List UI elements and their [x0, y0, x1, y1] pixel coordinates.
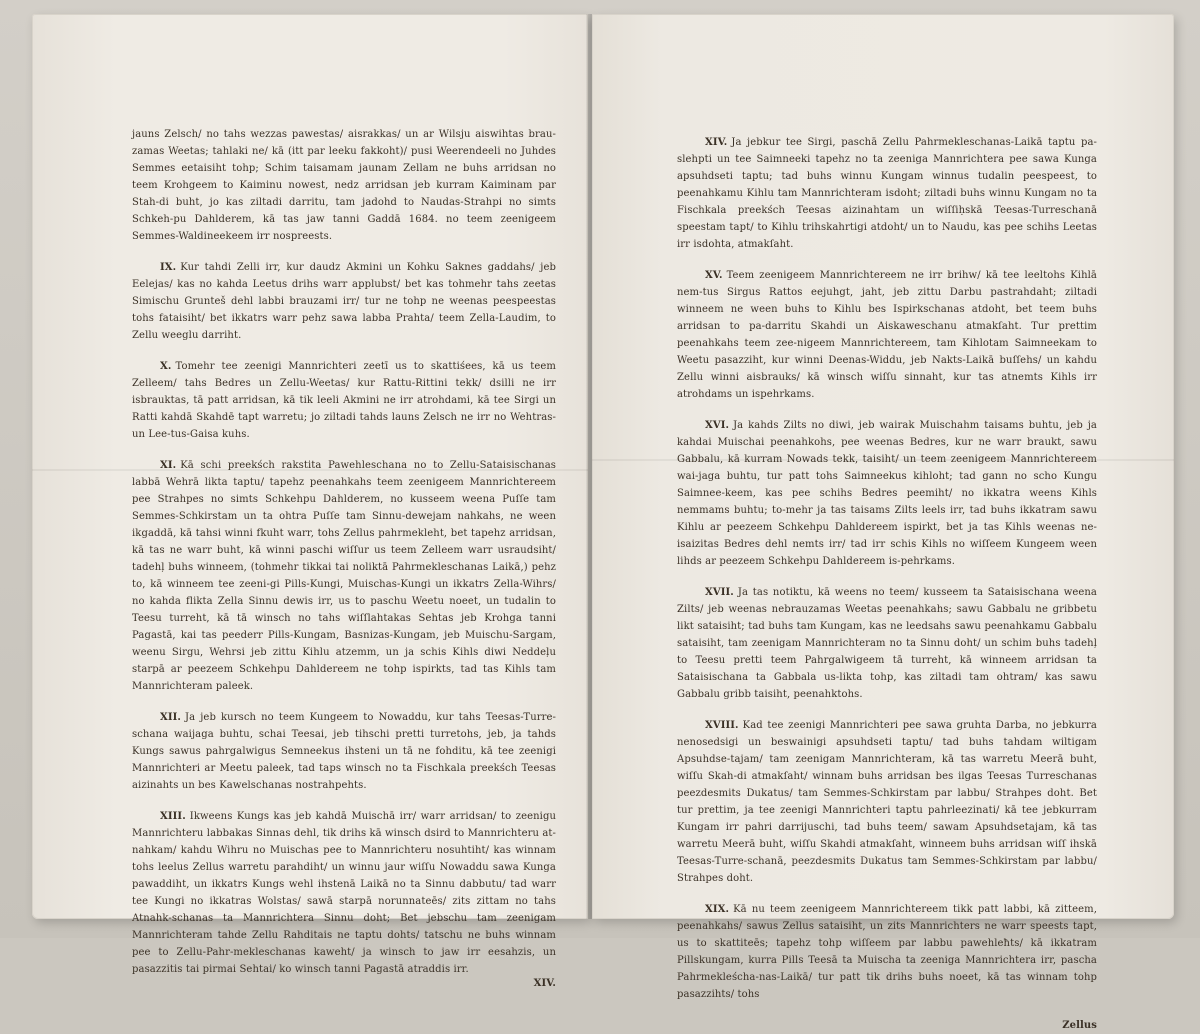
section-text: Kur tahdi Zelli irr, kur daudz Akmini un Kohku Saknes gaddahs/ jeb Eelejas/ kas no kahda Leetus drihs warr applubst/ bet kas tohmehr tahs zeetas Simischu Grunteš dehl labbi brauzami irr/ tur ne tohp ne weenas peespeestas tohs fataisiht/ bet ikkatrs warr pehz sawa labba Prahta/ teem Zella-Laudim, to Zellu weeglu darriht.	[132, 262, 556, 341]
right-page	[592, 14, 1174, 1031]
left-page-text	[132, 126, 556, 992]
section-number: XIX.	[705, 904, 730, 915]
section-xvi	[677, 417, 1097, 570]
catchword: XIV.	[533, 978, 556, 989]
section-xvii	[677, 584, 1097, 703]
section-ix	[132, 259, 556, 344]
section-number: XIV.	[705, 137, 728, 148]
section-text: Ja tas notiktu, kā weens no teem/ kusseem ta Sataisischana weena Zilts/ jeb weenas nebrauzamas Weetas peenahkahs; sawu Gabbalu ne gribbetu likt sataisiht; tad buhs tam Kungam, kas ne leedsahs sawu peenahkamu Gabbalu sataisiht, tam zeenigam Mannrichteram no ta Sinnu doht/ un schim buhs tadehļ to Teesu pretti teem Pahrgalwigeem tā turreht, kā winneem arridsan ta Sataisischana ta Gabbala us-likta tohp, kas ziltadi tam ohtram/ kas sawu Gabbalu gribb taisiht, peenahktohs.	[677, 587, 1097, 700]
section-x	[132, 358, 556, 443]
section-text: Kā schi preekśch rakstita Pawehleschana no to Zellu-Sataisischanas labbā Wehrā likta taptu/ tapehz peenahkahs teem zeenigeem Mannrichtereem pee Strahpes no simts Schkehpu Dahlderem, no kusseem weena Puſſe tam Semmes-Schkirstam un ta ohtra Puſſe tam Sinnu-dewejam nahkahs, ne ween ikgaddā, kā tahsi winni fkuht warr, tohs Zellus pahrmekleht, bet tapehz arridsan, kā tas ne warr buht, kā winni paschi wiſſur us teem Zelleem warr usraudsiht/ tadehļ buhs winneem, (tohmehr tikkai tai noliktā Pahrmekleschanas Laikā,) pehz to, kā winneem tee zeeni-gi Pills-Kungi, Muischas-Kungi un ikkatrs Zella-Wihrs/ no kahda flikta Zella Sinnu dewis irr, us to paschu Weetu noeet, un tudalin to Teesu turreht, kā tā winsch no tahs wiſſlahtakas Sehtas jeb Krohga tanni Pagastā, kai tas peederr Pills-Kungam, Basnizas-Kungam, jeb Muischu-Sargam, weenu Sirgu, Wehrsi jeb zittu Kihlu atzemm, un ja schis Kihls diwi Neddeļu starpā ar peezeem Schkehpu Dahldereem ne tohp ispirkts, tad tas Kihls tam Mannrichteram paleek.	[132, 460, 556, 692]
section-number: IX.	[160, 262, 177, 273]
section-text: Ja jeb kursch no teem Kungeem to Nowaddu, kur tahs Teesas-Turre-schana waijaga buhtu, schai Teesai, jeb tihschi pretti turretohs, jeb, ja tahds Kungs sawus pahrgalwigus Semneekus ihsteni un tā ne fohditu, kā tee zeenigi Mannrichteri ar Meetu paleek, tad taps winsch no ta Fischkala preekśch Teesas aizinahts un bes Kawelschanas nostrahpehts.	[132, 712, 556, 791]
section-xii	[132, 709, 556, 794]
section-number: XI.	[160, 460, 177, 471]
section-xviii	[677, 717, 1097, 887]
section-number: XII.	[160, 712, 181, 723]
section-text: Ikweens Kungs kas jeb kahdā Muischā irr/ warr arridsan/ to zeenigu Mannrichteru labbakas Sinnas dehl, tik drihs kā winsch dsird to Mannrichteru at-nahkam/ kahdu Wihru no Muischas pee to Mannrichteru nosuhtiht/ kas winnam tohs leelus Zellus warretu parahdiht/ un winnu jaur wiſſu Nowaddu sawa Kunga pawaddiht, un ikkatrs Kungs wehl ihstenā Laikā no ta Sinnu dabbutu/ tad warr tee Kungi no ikkatras Wolstas/ sawā starpā norunnateēs/ zits zittam no tahs Atnahk-schanas ta Mannrichtera Sinnu doht; Bet jebschu tam zeenigam Mannrichteram tahde Zellu Rahditais ne taptu dohts/ tatschu ne buhs winnam pee to Zellu-Pahr-mekleschanas kaweht/ ja winsch to jaw irr eesahzis, un pasazzitis tai pirmai Sehtai/ ko winsch tanni Pagastā atraddis irr.	[132, 811, 556, 975]
section-xv	[677, 267, 1097, 403]
intro-paragraph	[132, 126, 556, 245]
right-page-text	[677, 134, 1097, 1034]
section-number: XVIII.	[705, 720, 739, 731]
section-text: Tomehr tee zeenigi Mannrichteri zeetī us to skattiśees, kā us teem Zelleem/ tahs Bedres un Zellu-Weetas/ kur Rattu-Rittini tekk/ dsilli ne irr isbrauktas, tā patt arridsan, kā tik leeli Akmini ne irr atrohdami, kā tee Sirgi un Ratti kahdā Skahdē tapt warretu; jo ziltadi tahds launs Zelsch ne irr no Wehtras-un Lee-tus-Gaisa kuhs.	[132, 361, 556, 440]
section-number: XIII.	[160, 811, 186, 822]
section-xix	[677, 901, 1097, 1003]
section-text: Ja kahds Zilts no diwi, jeb wairak Muischahm taisams buhtu, jeb ja kahdai Muischai peenahkohs, pee weenas Bedres, kur ne warr braukt, sawu Gabbalu, kā kurram Nowads tekk, taisiht/ un teem zeenigeem Mannrichtereem wai-jaga buhtu, tur patt tohs Saimneekus kihloht; tad gann no scho Kungu Saimnee-keem, kas pee schihs Bedres peemiht/ no ikkatra weens Kihls nemmams buhtu; to-mehr ja tas taisams Zilts leels irr, tad buhs ikkatram sawu Kihlu ar peezeem Schkehpu Dahldereem ispirkt, bet ja tas Kihls weenas ne-isaizitas Bedres dehl nemts irr/ tad irr schis Kihls no wiſſeem Kungeem ween lihds ar peezeem Schkehpu Dahldereem is-pehrkams.	[677, 420, 1097, 567]
section-xiii	[132, 808, 556, 978]
section-text: Ja jebkur tee Sirgi, paschā Zellu Pahrmekleschanas-Laikā taptu pa-slehpti un tee Saimneeki tapehz no ta zeeniga Mannrichtera pee sawa Kunga apsuhdseti taptu; tad buhs winnu Kungam winnus tudalin peespeest, to peenahkamu Kihlu tam Mannrichteram isdoht; ziltadi buhs winnu Kungam no ta Fischkala preekśch Teesas aizinahtam un wiſſiḥskā Teesas-Turreschanā speestam tapt/ to Kihlu trihskahrtigi atdoht/ un to Naudu, kas pee schihs Leetas irr isdohta, atmakſaht.	[677, 137, 1097, 250]
section-text: Teem zeenigeem Mannrichtereem ne irr brihw/ kā tee leeltohs Kihlā nem-tus Sirgus Rattos eejuhgt, jaht, jeb zittu Darbu pastrahdaht; ziltadi winneem ne ween buhs to Kihlu bes Ispirkschanas atdoht, bet teem buhs arridsan to pa-darritu Skahdi un Aiskaweschanu atmakſaht. Tur prettim peenahkahs teem zee-nigeem Mannrichtereem, tam Kihlotam Saimneekam to Weetu pasazziht, kur winni Deenas-Widdu, jeb Nakts-Laikā buſſehs/ un kahdu Zellu winni aisbrauks/ kā winsch wiſſu sinnaht, kur tas atnemts Kihls irr atrohdams un ispehrkams.	[677, 270, 1097, 400]
section-number: XVI.	[705, 420, 730, 431]
section-xiv	[677, 134, 1097, 253]
left-page	[32, 14, 588, 989]
intro-text: jauns Zelsch/ no tahs wezzas pawestas/ aisrakkas/ un ar Wilsju aiswihtas brau-zamas Weetas; tahlaki ne/ kā (itt par leeku fakkoht)/ pusi Weerendeeli no Juhdes Semmes eetaisiht tohp; Schim taisamam jaunam Zellam ne buhs arridsan no teem Krohgeem to Kaiminu nowest, nedz arridsan jeb kurram Kaiminam par Stah-di buht, jo kas ziltadi darritu, tam jadohd to Naudas-Strahpi no simts Schkeh-pu Dahlderem, kā tas jaw tanni Gaddā 1684. no teem zeenigeem Semmes-Waldineekeem irr nospreests.	[132, 129, 556, 242]
section-text: Kad tee zeenigi Mannrichteri pee sawa gruhta Darba, no jebkurra nenosedsigi un beswainigi apsuhdseti taptu/ tad buhs tahdam wiltigam Apsuhdse-tajam/ tam zeenigam Mannrichteram, kā tas warretu Meerā buht, wiſſu Skah-di atmakſaht/ winnam buhs arridsan bes ilgas Teesas Turreschanas peezdesmits Dukatus/ tam Semmes-Schkirstam par labbu/ Strahpes doht. Bet tur prettim, ja tee zeenigi Mannrichteri taptu pahrleezinati/ kā tee jebkurram Kungam irr pahri darrijuschi, tad buhs teem/ sawam Apsuhdsetajam, kā tas warretu Meerā buht, wiſſu Skahdi atmakſaht, winneem buhs arridsan wiſſ ihskā Teesas-Turre-schanā, peezdesmits Dukatus tam Semmes-Schkirstam par labbu/ Strahpes doht.	[677, 720, 1097, 884]
section-number: XV.	[705, 270, 723, 281]
section-number: XVII.	[705, 587, 734, 598]
catchword: Zellus	[1062, 1020, 1097, 1031]
section-text: Kā nu teem zeenigeem Mannrichtereem tikk patt labbi, kā zitteem, peenahkahs/ sawus Zellus sataisiht, un zits Mannrichters ne warr speests tapt, us to skattiteēs; tapehz tohp wiſſeem par labbu pawehleħts/ kā ikkatram Pillskungam, kurra Pills Teesā ta Muischa ta zeeniga Mannrichtera irr, pascha Pahrmekleścha-nas-Laikā/ tur patt tik drihs buhs noeet, kā tas winnam tohp pasazzihts/ tohs	[677, 904, 1097, 1000]
section-xi	[132, 457, 556, 695]
section-number: X.	[160, 361, 172, 372]
